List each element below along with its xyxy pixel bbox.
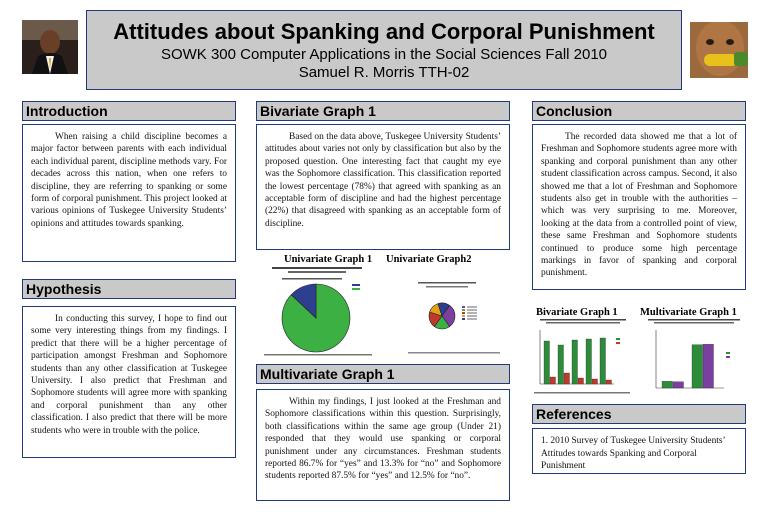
bar-senior-yes (586, 339, 592, 384)
bivariate-box (256, 124, 510, 250)
student-photo (22, 20, 78, 74)
legend-label-junior (467, 313, 477, 314)
bar-freshman-yes (544, 341, 550, 384)
bar-no-sophomore (673, 382, 684, 388)
multivariate-graph-1-title: Multivariate Graph 1 (640, 307, 737, 318)
bar-sophomore-no (564, 373, 570, 384)
poster-title: Attitudes about Spanking and Corporal Punishment (113, 19, 655, 44)
introduction-heading: Introduction (22, 101, 236, 121)
introduction-text: When raising a child discipline becomes a major factor between parents with each individual each individual parent, discipline methods vary. For decades across this nation, when one refers to discipline, they are referring to spanking or some form of corporal punishment. This project looked at various opinions of Tuskegee University Students’ opinions and attitudes towards spanking. (31, 132, 227, 229)
bivariate-text: Based on the data above, Tuskegee University Students’ attitudes about varies not only by classification but also by the proposed question. One interesting fact that caught my eye was the Sophomore classification. This classification reported the lowest percentage (78%) that agreed with spanking as an acceptable form of discipline and had the highest percentage (22%) that disagreed with spanking as an acceptable form of discipline. (265, 132, 501, 229)
conclusion-text: The recorded data showed me that a lot of Freshman and Sophomore students agree more with spanking and corporal punishment than any other student classification across campus. Second, it also showed me that a lot of Freshman and Sophomore students also get in trouble with the authorities – which was very surprising to me. Moreover, looking at the data from a controlled point of view, these same Freshman and Sophomore students continued to produce some high percentage markings in favor of spanking and corporal punishment. (541, 132, 737, 279)
bar-yes-sophomore (703, 344, 714, 388)
legend-label-graduate (467, 319, 477, 320)
bar-junior-no (578, 378, 584, 384)
bar-no-freshman (662, 381, 673, 388)
hypothesis-heading: Hypothesis (22, 279, 236, 299)
multivariate-text: Within my findings, I just looked at the Freshman and Sophomore classifications within this question. Surprisingly, both classifications within the same age group (Under 21) responded that they would use spanking or corporal punishment under any circumstances. Freshman students reported 86.7% for “yes” and 13.3% for “no” and Sophomore students reported 87.5% for “yes” and 12.5% for “no”. (265, 397, 501, 482)
multivariate-graph-1 (640, 318, 748, 400)
legend-label-senior (467, 316, 477, 317)
multivariate-box (256, 389, 510, 501)
bar-sophomore-yes (558, 345, 564, 384)
references-box (532, 428, 746, 474)
conclusion-heading: Conclusion (532, 101, 746, 121)
bar-senior-no (592, 379, 598, 384)
bar-junior-yes (572, 340, 578, 384)
hypothesis-text: In conducting this survey, I hope to find out some very interesting things from my findings. I predict that there will be a higher percentage of participation amongst Freshman and Sophomore students than any other classification at Tuskegee University. I also predict that Freshman and Sophomore students will agree more with spanking and corporal punishment than any other classification. I also predict that there will be more students who were in trouble with the police. (31, 314, 227, 436)
legend-swatch-senior (462, 315, 465, 317)
introduction-box (22, 124, 236, 262)
univariate-graph-1-title: Univariate Graph 1 (284, 254, 373, 265)
course-line: SOWK 300 Computer Applications in the Social Sciences Fall 2010 (160, 46, 608, 63)
legend-swatch-graduate (462, 318, 465, 320)
conclusion-box (532, 124, 746, 290)
univariate-graph-2 (390, 266, 510, 362)
bar-graduate-yes (600, 338, 606, 384)
reference-item: 1. 2010 Survey of Tuskegee University Students’ Attitudes towards Spanking and Corporal Punishment (541, 436, 725, 471)
univariate-graph-1 (258, 266, 378, 362)
author-line: Samuel R. Morris TTH-02 (298, 64, 470, 81)
legend-swatch-freshman (462, 306, 465, 308)
legend-label-freshman (467, 307, 477, 308)
child-photo (690, 22, 748, 78)
bivariate-graph-1-title: Bivariate Graph 1 (536, 307, 618, 318)
references-heading: References (532, 404, 746, 424)
bar-freshman-no (550, 377, 556, 384)
hypothesis-box (22, 306, 236, 458)
poster-title-box (86, 10, 682, 90)
legend-swatch-junior (462, 312, 465, 314)
bar-yes-freshman (692, 345, 703, 388)
univariate-graph-2-title: Univariate Graph2 (386, 254, 472, 265)
bar-graduate-no (606, 380, 612, 384)
bivariate-graph-1 (530, 318, 636, 400)
bivariate-heading: Bivariate Graph 1 (256, 101, 510, 121)
legend-label-sophomore (467, 310, 477, 311)
multivariate-heading: Multivariate Graph 1 (256, 364, 510, 384)
legend-swatch-sophomore (462, 309, 465, 311)
